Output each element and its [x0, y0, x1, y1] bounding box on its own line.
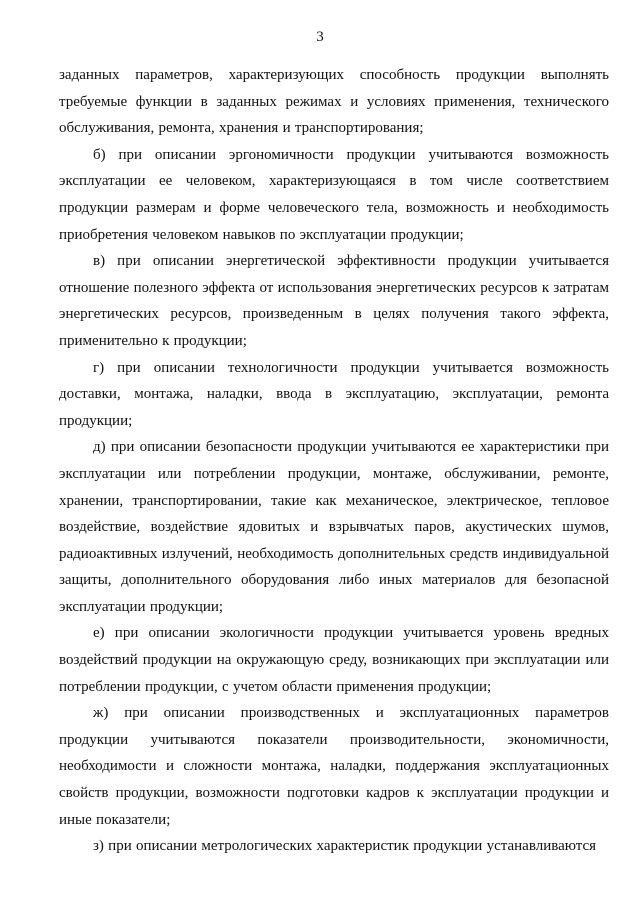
paragraph-item-zh: ж) при описании производственных и эксплуатационных параметров продукции учитываются показатели производительности, экономичности, необходимости и сложности монтажа, наладки, поддержания эксплуатационных свойств продукции, возможности подготовки кадров к эксплуатации продукции и иные показатели; [59, 705, 609, 828]
paragraph-item-d: д) при описании безопасности продукции учитываются ее характеристики при эксплуатации или потреблении продукции, монтаже, обслуживании, ремонте, хранении, транспортировании, такие как механическое, электрическое, тепловое воздействие, воздействие ядовитых и взрывчатых паров, акустических шумов, радиоактивных излучений, необходимость дополнительных средств индивидуальной защиты, дополнительного оборудования либо иных материалов для безопасной эксплуатации продукции; [59, 439, 609, 615]
paragraph-continuation: заданных параметров, характеризующих способность продукции выполнять требуемые функции в заданных режимах и условиях применения, технического обслуживания, ремонта, хранения и транспортирования; [59, 67, 609, 137]
document-body [59, 62, 609, 860]
paragraph-item-b: б) при описании эргономичности продукции учитываются возможность эксплуатации ее человеком, характеризующаяся в том числе соответствием продукции размерам и форме человеческого тела, возможность и необходимость приобретения человеком навыков по эксплуатации продукции; [59, 146, 609, 243]
paragraph-item-g: г) при описании технологичности продукции учитывается возможность доставки, монтажа, наладки, ввода в эксплуатацию, эксплуатации, ремонта продукции; [59, 359, 609, 429]
paragraph-item-v: в) при описании энергетической эффективности продукции учитывается отношение полезного эффекта от использования энергетических ресурсов к затратам энергетических ресурсов, произведенным в целях получения такого эффекта, применительно к продукции; [59, 253, 609, 349]
page-number: 3 [316, 29, 324, 45]
paragraph-item-z: з) при описании метрологических характеристик продукции устанавливаются [93, 838, 597, 855]
paragraph-item-e: е) при описании экологичности продукции учитывается уровень вредных воздействий продукции на окружающую среду, возникающих при эксплуатации или потреблении продукции, с учетом области применения продукции; [59, 625, 609, 695]
